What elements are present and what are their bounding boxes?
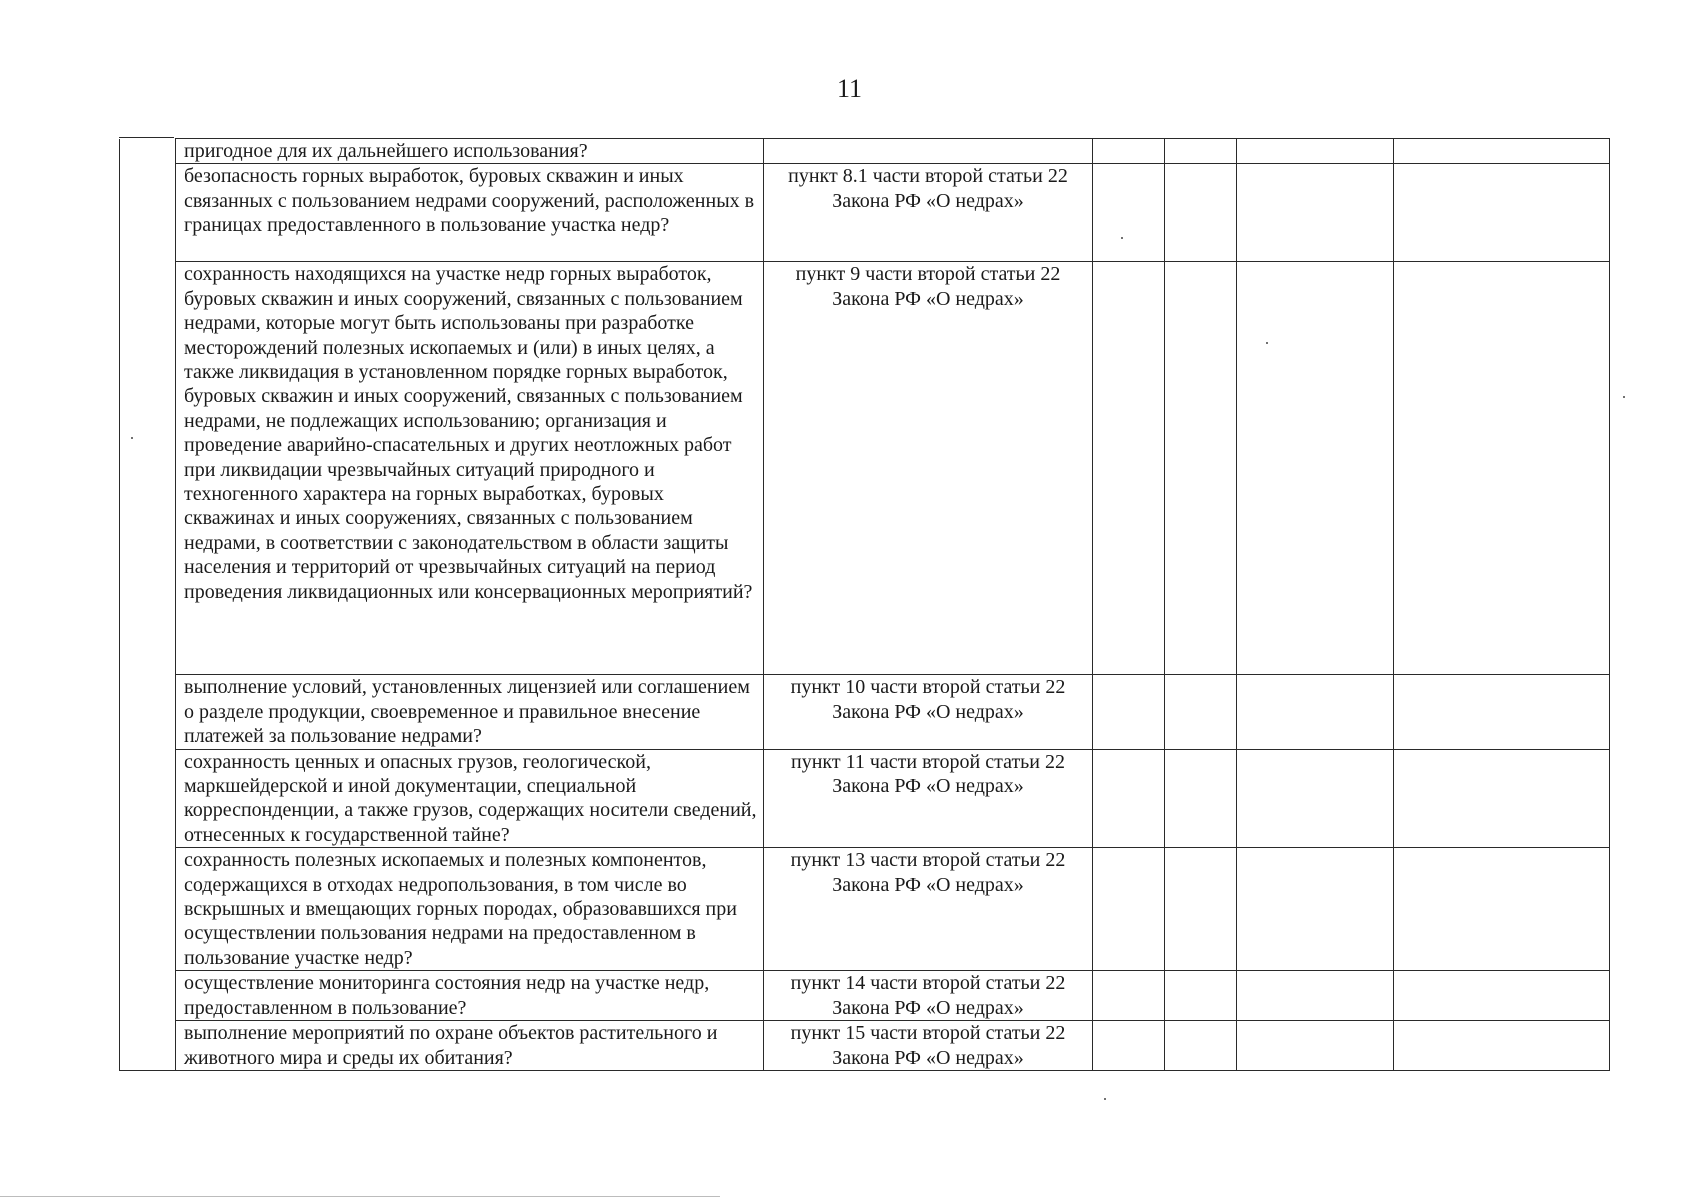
scan-speck bbox=[1121, 237, 1123, 239]
note-cell bbox=[1394, 675, 1610, 749]
question-cell: осуществление мониторинга состояния недр на участке недр, предоставленном в пользование? bbox=[176, 971, 764, 1021]
yes-cell bbox=[1093, 139, 1165, 164]
no-cell bbox=[1165, 848, 1237, 971]
no-cell bbox=[1165, 164, 1237, 262]
no-cell bbox=[1165, 139, 1237, 164]
not-applicable-cell bbox=[1237, 139, 1394, 164]
table-row bbox=[120, 164, 1610, 262]
note-cell bbox=[1394, 848, 1610, 971]
not-applicable-cell bbox=[1237, 164, 1394, 262]
scan-edge-line bbox=[0, 1196, 720, 1197]
not-applicable-cell bbox=[1237, 971, 1394, 1021]
requirement-cell: пункт 14 части второй статьи 22 Закона РФ «О недрах» bbox=[764, 971, 1093, 1021]
no-cell bbox=[1165, 971, 1237, 1021]
row-number-cell bbox=[120, 262, 176, 675]
yes-cell bbox=[1093, 971, 1165, 1021]
not-applicable-cell bbox=[1237, 262, 1394, 675]
no-cell bbox=[1165, 1021, 1237, 1071]
yes-cell bbox=[1093, 675, 1165, 749]
no-cell bbox=[1165, 675, 1237, 749]
question-cell: сохранность ценных и опасных грузов, геологической, маркшейдерской и иной документации, специальной корреспонденции, а также грузов, содержащих носители сведений, отнесенных к государственной тайне? bbox=[176, 749, 764, 848]
row-number-cell bbox=[120, 749, 176, 848]
note-cell bbox=[1394, 164, 1610, 262]
checklist-table bbox=[119, 138, 1610, 1071]
row-number-cell bbox=[120, 675, 176, 749]
table-row bbox=[120, 675, 1610, 749]
scan-speck bbox=[1266, 342, 1268, 344]
row-number-cell bbox=[120, 1021, 176, 1071]
question-cell: сохранность находящихся на участке недр горных выработок, буровых скважин и иных сооружений, связанных с пользованием недрами, которые могут быть использованы при разработке месторождений полезных ископаемых и (или) в иных целях, а также ликвидация в установленном порядке горных выработок, буровых скважин и иных сооружений, связанных с пользованием недрами, не подлежащих использованию; организация и проведение аварийно-спасательных и других неотложных работ при ликвидации чрезвычайных ситуаций природного и техногенного характера на горных выработках, буровых скважинах и иных сооружениях, связанных с пользованием недрами, в соответствии с законодательством в области защиты населения и территорий от чрезвычайных ситуаций на период проведения ликвидационных или консервационных мероприятий? bbox=[176, 262, 764, 675]
note-cell bbox=[1394, 1021, 1610, 1071]
table-row bbox=[120, 139, 1610, 164]
requirement-cell: пункт 15 части второй статьи 22 Закона РФ «О недрах» bbox=[764, 1021, 1093, 1071]
scan-speck bbox=[1104, 1098, 1106, 1100]
table-row bbox=[120, 262, 1610, 675]
yes-cell bbox=[1093, 1021, 1165, 1071]
question-cell: сохранность полезных ископаемых и полезных компонентов, содержащихся в отходах недропользования, в том числе во вскрышных и вмещающих горных породах, образовавшихся при осуществлении пользования недрами на предоставленном в пользование участке недр? bbox=[176, 848, 764, 971]
question-cell: безопасность горных выработок, буровых скважин и иных связанных с пользованием недрами сооружений, расположенных в границах предоставленного в пользование участка недр? bbox=[176, 164, 764, 262]
row-number-cell bbox=[120, 139, 176, 164]
scan-speck bbox=[1623, 396, 1625, 398]
scan-speck bbox=[131, 437, 133, 439]
note-cell bbox=[1394, 971, 1610, 1021]
table-row bbox=[120, 971, 1610, 1021]
requirement-cell: пункт 9 части второй статьи 22 Закона РФ «О недрах» bbox=[764, 262, 1093, 675]
yes-cell bbox=[1093, 262, 1165, 675]
row-number-cell bbox=[120, 971, 176, 1021]
not-applicable-cell bbox=[1237, 1021, 1394, 1071]
note-cell bbox=[1394, 749, 1610, 848]
note-cell bbox=[1394, 139, 1610, 164]
not-applicable-cell bbox=[1237, 848, 1394, 971]
yes-cell bbox=[1093, 164, 1165, 262]
row-number-cell bbox=[120, 164, 176, 262]
question-cell: пригодное для их дальнейшего использования? bbox=[176, 139, 764, 164]
table-row bbox=[120, 848, 1610, 971]
page-number: 11 bbox=[836, 74, 863, 103]
requirement-cell: пункт 10 части второй статьи 22 Закона РФ «О недрах» bbox=[764, 675, 1093, 749]
not-applicable-cell bbox=[1237, 749, 1394, 848]
table-row bbox=[120, 749, 1610, 848]
row-number-cell bbox=[120, 848, 176, 971]
yes-cell bbox=[1093, 848, 1165, 971]
table-row bbox=[120, 1021, 1610, 1071]
requirement-cell bbox=[764, 139, 1093, 164]
not-applicable-cell bbox=[1237, 675, 1394, 749]
question-cell: выполнение условий, установленных лицензией или соглашением о разделе продукции, своевременное и правильное внесение платежей за пользование недрами? bbox=[176, 675, 764, 749]
requirement-cell: пункт 13 части второй статьи 22 Закона РФ «О недрах» bbox=[764, 848, 1093, 971]
requirement-cell: пункт 8.1 части второй статьи 22 Закона РФ «О недрах» bbox=[764, 164, 1093, 262]
requirement-cell: пункт 11 части второй статьи 22 Закона РФ «О недрах» bbox=[764, 749, 1093, 848]
yes-cell bbox=[1093, 749, 1165, 848]
question-cell: выполнение мероприятий по охране объектов растительного и животного мира и среды их обитания? bbox=[176, 1021, 764, 1071]
no-cell bbox=[1165, 262, 1237, 675]
note-cell bbox=[1394, 262, 1610, 675]
no-cell bbox=[1165, 749, 1237, 848]
